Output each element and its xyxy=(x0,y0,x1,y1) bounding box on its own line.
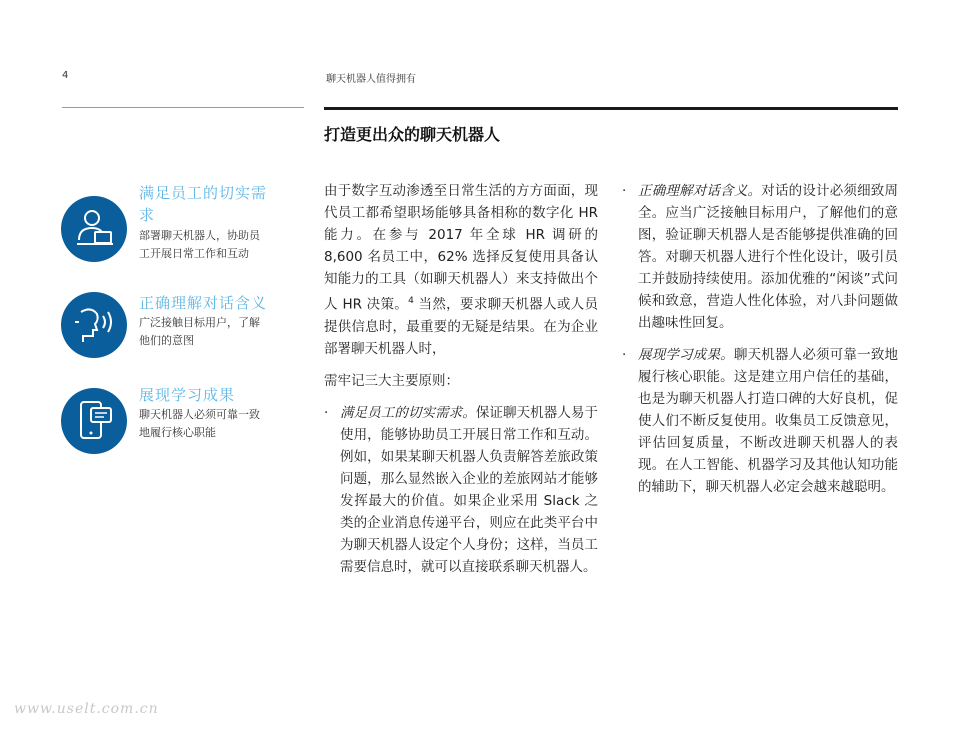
speaking-head-icon xyxy=(61,292,127,358)
bullet-dot: · xyxy=(622,347,627,363)
divider-left xyxy=(62,107,304,108)
bullet-conversation-body: 对话的设计必须细致周全。应当广泛接触目标用户，了解他们的意图，验证聊天机器人是否能够提供准确的回答。对聊天机器人进行个性化设计，吸引员工并鼓励持续使用。添加优雅的“闲谈”式问候和致意，营造人性化体验，对八卦问题做出趣味性回复。 xyxy=(638,183,898,331)
bullet-needs xyxy=(324,402,598,578)
feature-desc-learning: 聊天机器人必须可靠一致地履行核心职能 xyxy=(139,408,260,439)
principles-lead: 需牢记三大主要原则： xyxy=(324,372,459,389)
feature-title-conversation: 正确理解对话含义 xyxy=(139,294,268,312)
feature-desc-needs: 部署聊天机器人，协助员工开展日常工作和互动 xyxy=(139,229,260,260)
watermark: www.uselt.com.cn xyxy=(14,701,159,717)
feature-title-learning: 展现学习成果 xyxy=(139,386,236,404)
bullet-learning-body: 聊天机器人必须可靠一致地履行核心职能。这是建立用户信任的基础，也是为聊天机器人打造口碑的大好良机，促使人们不断反复使用。收集员工反馈意见，评估回复质量，不断改进聊天机器人的表现。在人工智能、机器学习及其他认知功能的辅助下，聊天机器人必定会越来越聪明。 xyxy=(638,347,899,495)
body-column-2 xyxy=(622,180,898,498)
bullet-learning-heading: 展现学习成果。 xyxy=(638,347,734,363)
section-title: 打造更出众的聊天机器人 xyxy=(324,125,501,144)
intro-text-a: 由于数字互动渗透至日常生活的方方面面，现代员工都希望职场能够具备相称的数字化 HR 能力。在参与 2017 年全球 HR 调研的 8,600 名员工中，62% 选择反复使用具备认知能力的工具（如聊天机器人）来支持做出个人 HR 决策。 xyxy=(324,183,598,313)
intro-text-b: 当然，要求聊天机器人或人员提供信息时，最重要的无疑是结果。在为企业部署聊天机器人时， xyxy=(324,296,598,357)
intro-paragraph xyxy=(324,180,598,360)
page-number: 4 xyxy=(62,70,69,81)
bullet-learning xyxy=(622,344,898,498)
bullet-needs-body: 保证聊天机器人易于使用，能够协助员工开展日常工作和互动。例如，如果某聊天机器人负责解答差旅政策问题，那么显然嵌入企业的差旅网站才能够发挥最大的价值。如果企业采用 Slack 之类的企业消息传递平台，则应在此类平台中为聊天机器人设定个人身份；这样，当员工需要信息时，就可以直接联系聊天机器人。 xyxy=(340,404,599,575)
bullet-needs-heading: 满足员工的切实需求。 xyxy=(340,404,476,421)
feature-desc-conversation: 广泛接触目标用户，了解他们的意图 xyxy=(139,316,260,347)
bullet-conversation-heading: 正确理解对话含义。 xyxy=(638,183,762,199)
mobile-chat-icon xyxy=(61,388,127,454)
footnote-ref: 4 xyxy=(408,296,414,306)
divider-right xyxy=(324,107,898,110)
feature-title-needs: 满足员工的切实需求 xyxy=(139,184,268,224)
bullet-conversation xyxy=(622,180,898,334)
body-column-1 xyxy=(324,180,598,578)
bullet-dot: · xyxy=(622,183,627,199)
bullet-dot: · xyxy=(324,404,329,421)
running-head: 聊天机器人值得拥有 xyxy=(326,74,416,85)
user-laptop-icon xyxy=(61,196,127,262)
